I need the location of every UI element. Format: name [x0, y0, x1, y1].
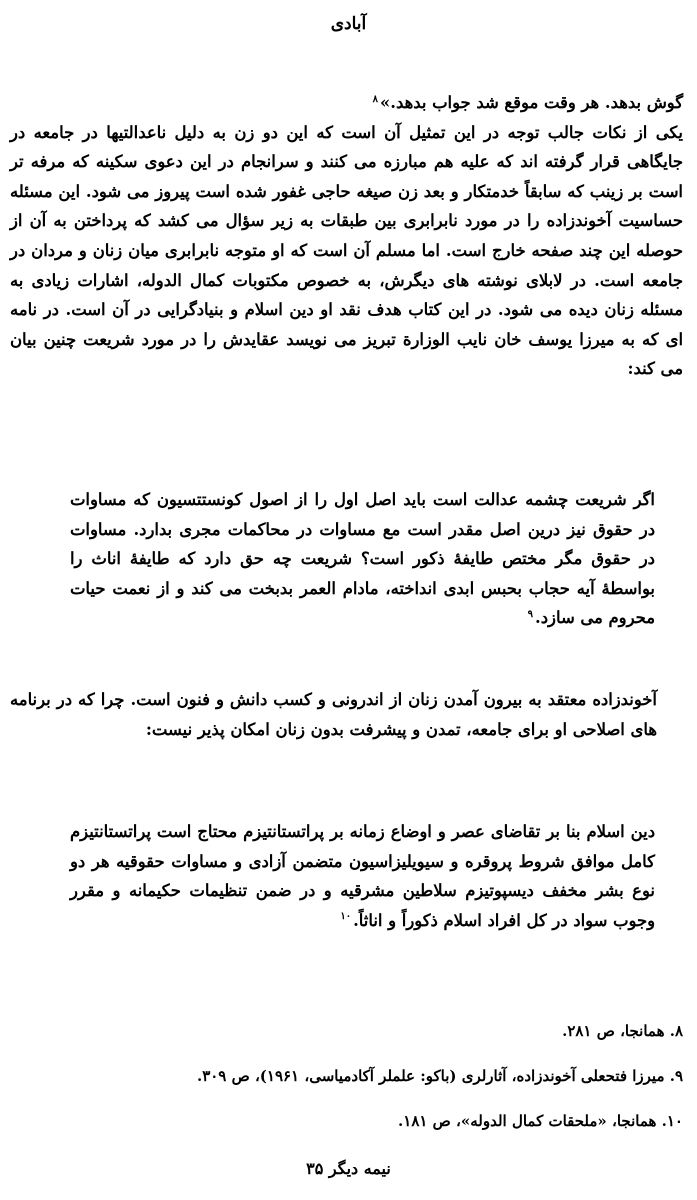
lead-first-line-text: گوش بدهد. هر وقت موقع شد جواب بدهد.»	[380, 93, 683, 112]
footnote-8: ۸. همانجا، ص ۲۸۱.	[562, 1022, 683, 1040]
block-quote-2-text: دین اسلام بنا بر تقاضای عصر و اوضاع زمانه بر پراتستانتیزم محتاج است پراتستانتیزم کامل موافق شروط پروقره و سیویلیزاسیون متضمن آزادی و مساوات حقوقیه هر دو نوع بشر مخفف دیسپوتیزم سلاطین مشرقیه و در ضمن تنظیمات حکیمانه و مقرر وجوب سواد در کل افراد اسلام ذکوراً و اناثاً.	[70, 822, 655, 930]
page-footer: نیمه دیگر ۳۵	[306, 1159, 391, 1178]
block-quote-1	[70, 485, 655, 633]
block-quote-1-text: اگر شریعت چشمه عدالت است باید اصل اول را از اصول کونستتسیون که مساوات در حقوق نیز درین اصل مقدر است مع مساوات در محاکمات مجری بدارد. مساوات در حقوق مگر مختص طایفهٔ ذکور است؟ شریعت چه حق دارد که طایفهٔ اناث را بواسطهٔ آیه حجاب بحبس ابدی انداخته، مادام العمر بدبخت می کند و از نعمت حیات محروم می سازد.	[70, 490, 655, 628]
block-quote-2	[70, 817, 655, 935]
footnote-9: ۹. میرزا فتحعلی آخوندزاده، آثارلری (باکو: علملر آکادمیاسی، ۱۹۶۱)، ص ۳۰۹.	[196, 1067, 683, 1085]
running-head: آبادی	[330, 14, 367, 34]
lead-first-line	[10, 88, 683, 118]
footnote-marker-10[interactable]: ۱۰	[340, 911, 352, 923]
footnote-marker-8[interactable]: ۸	[372, 93, 379, 105]
footnotes	[20, 1018, 683, 1153]
body-paragraph-2: آخوندزاده معتقد به بیرون آمدن زنان از اندرونی و کسب دانش و فنون است. چرا که در برنامه های اصلاحی او برای جامعه، تمدن و پیشرفت بدون زنان امکان پذیر نیست:	[10, 690, 657, 739]
lead-paragraph: یکی از نکات جالب توجه در این تمثیل آن است که این دو زن به دلیل ناعدالتیها در جامعه در جایگاهی قرار گرفته اند که علیه هم مبارزه می کنند و سرانجام در این دعوی سکینه که مرفه تر است بر زینب که سابقاً خدمتکار و بعد زن صیغه حاجی غفور شده است پیروز می شود. این مسئله حساسیت آخوندزاده را در مورد نابرابری بین طبقات به زیر سؤال می کشد که پرداختن به آن از حوصله این چند صفحه خارج است. اما مسلم آن است که او متوجه نابرابری میان زنان و مردان در جامعه است. در لابلای نوشته های دیگرش، به خصوص مکتوبات کمال الدوله، اشارات زیادی به مسئله زنان دیده می شود. در این کتاب هدف نقد او دین اسلام و بنیادگرایی در آن است. در نامه ای که به میرزا یوسف خان نایب الوزارة تبریز می نویسد عقایدش را در مورد شریعت چنین بیان می کند:	[10, 122, 683, 379]
footnote-10: ۱۰. همانجا، «ملحقات کمال الدوله»، ص ۱۸۱.	[398, 1112, 683, 1130]
footnote-marker-9[interactable]: ۹	[527, 608, 534, 620]
lead-section	[10, 88, 683, 384]
